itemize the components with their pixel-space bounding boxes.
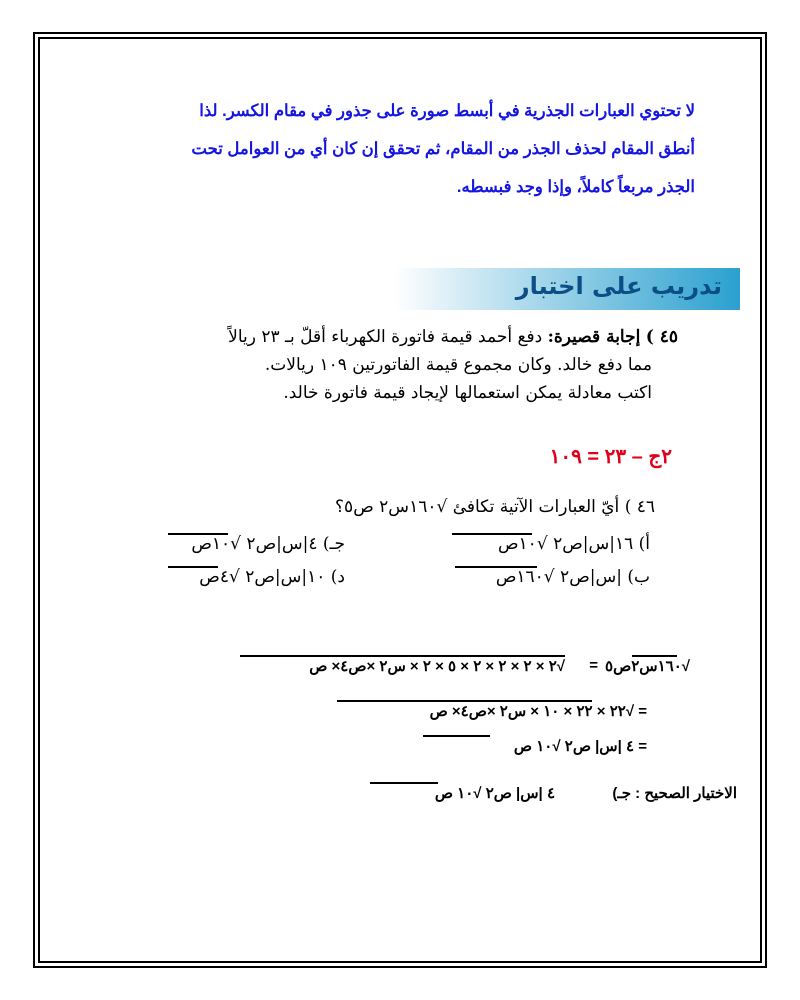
work-line-2: = √٢٢ × ٢٢ × ١٠ × س٢ ×ص٤× ص xyxy=(429,703,647,720)
radical-bar xyxy=(423,735,490,737)
question-text: دفع أحمد قيمة فاتورة الكهرباء أقلّ بـ ٢٣ ريالاً xyxy=(228,327,543,347)
radical-bar xyxy=(452,533,532,535)
note-line: لا تحتوي العبارات الجذرية في أبسط صورة على جذور في مقام الكسر. لذا xyxy=(199,102,695,120)
question-type: إجابة قصيرة: xyxy=(547,327,641,347)
question-number: ٤٥ ) xyxy=(645,327,678,347)
radical-bar xyxy=(168,566,218,568)
section-title: تدريب على اختبار xyxy=(515,272,722,300)
option-b: ب) |س|ص٢ √١٦٠ص xyxy=(495,567,650,587)
question-46-prompt: ٤٦ ) أيّ العبارات الآتية تكافئ √١٦٠س٢ ص٥؟ xyxy=(335,497,655,517)
note-line: أنطق المقام لحذف الجذر من المقام، ثم تحقق إن كان أي من العوامل تحت xyxy=(191,140,695,158)
work-line-1-equals: = xyxy=(589,657,598,674)
option-c: جـ) ٤|س|ص٢ √١٠ص xyxy=(191,534,345,554)
radical-bar xyxy=(337,700,592,702)
work-line-1-left: √١٦٠س٢ص٥ xyxy=(605,658,690,675)
question-45 xyxy=(138,323,678,407)
radical-bar xyxy=(455,566,537,568)
radical-bar xyxy=(168,533,228,535)
question-text: مما دفع خالد. وكان مجموع قيمة الفاتورتين ١٠٩ ريالات. xyxy=(264,355,652,375)
work-line-3: = ٤ |س| ص٢ √١٠ ص xyxy=(513,738,647,755)
instruction-note xyxy=(95,92,695,206)
radical-bar xyxy=(240,655,565,657)
work-line-1-right: √٢ × ٢ × ٢ × ٢ × ٥ × ٢ × س٢ ×ص٤× ص xyxy=(309,658,565,675)
note-line: الجذر مربعاً كاملاً، وإذا وجد فبسطه. xyxy=(456,178,695,196)
final-answer-value: ٤ |س| ص٢ √١٠ ص xyxy=(434,785,555,802)
final-answer-label: الاختيار الصحيح : جـ) xyxy=(612,785,737,802)
answer-equation: ٢ج – ٢٣ = ١٠٩ xyxy=(549,446,672,468)
question-45-line-1 xyxy=(138,323,678,351)
option-a: أ) ١٦|س|ص٢ √١٠ص xyxy=(497,534,650,554)
question-text: اكتب معادلة يمكن استعمالها لإيجاد قيمة فاتورة خالد. xyxy=(283,383,652,403)
option-d: د) ١٠|س|ص٢ √٤ص xyxy=(199,567,345,587)
radical-bar xyxy=(370,782,438,784)
radical-bar xyxy=(632,655,677,657)
